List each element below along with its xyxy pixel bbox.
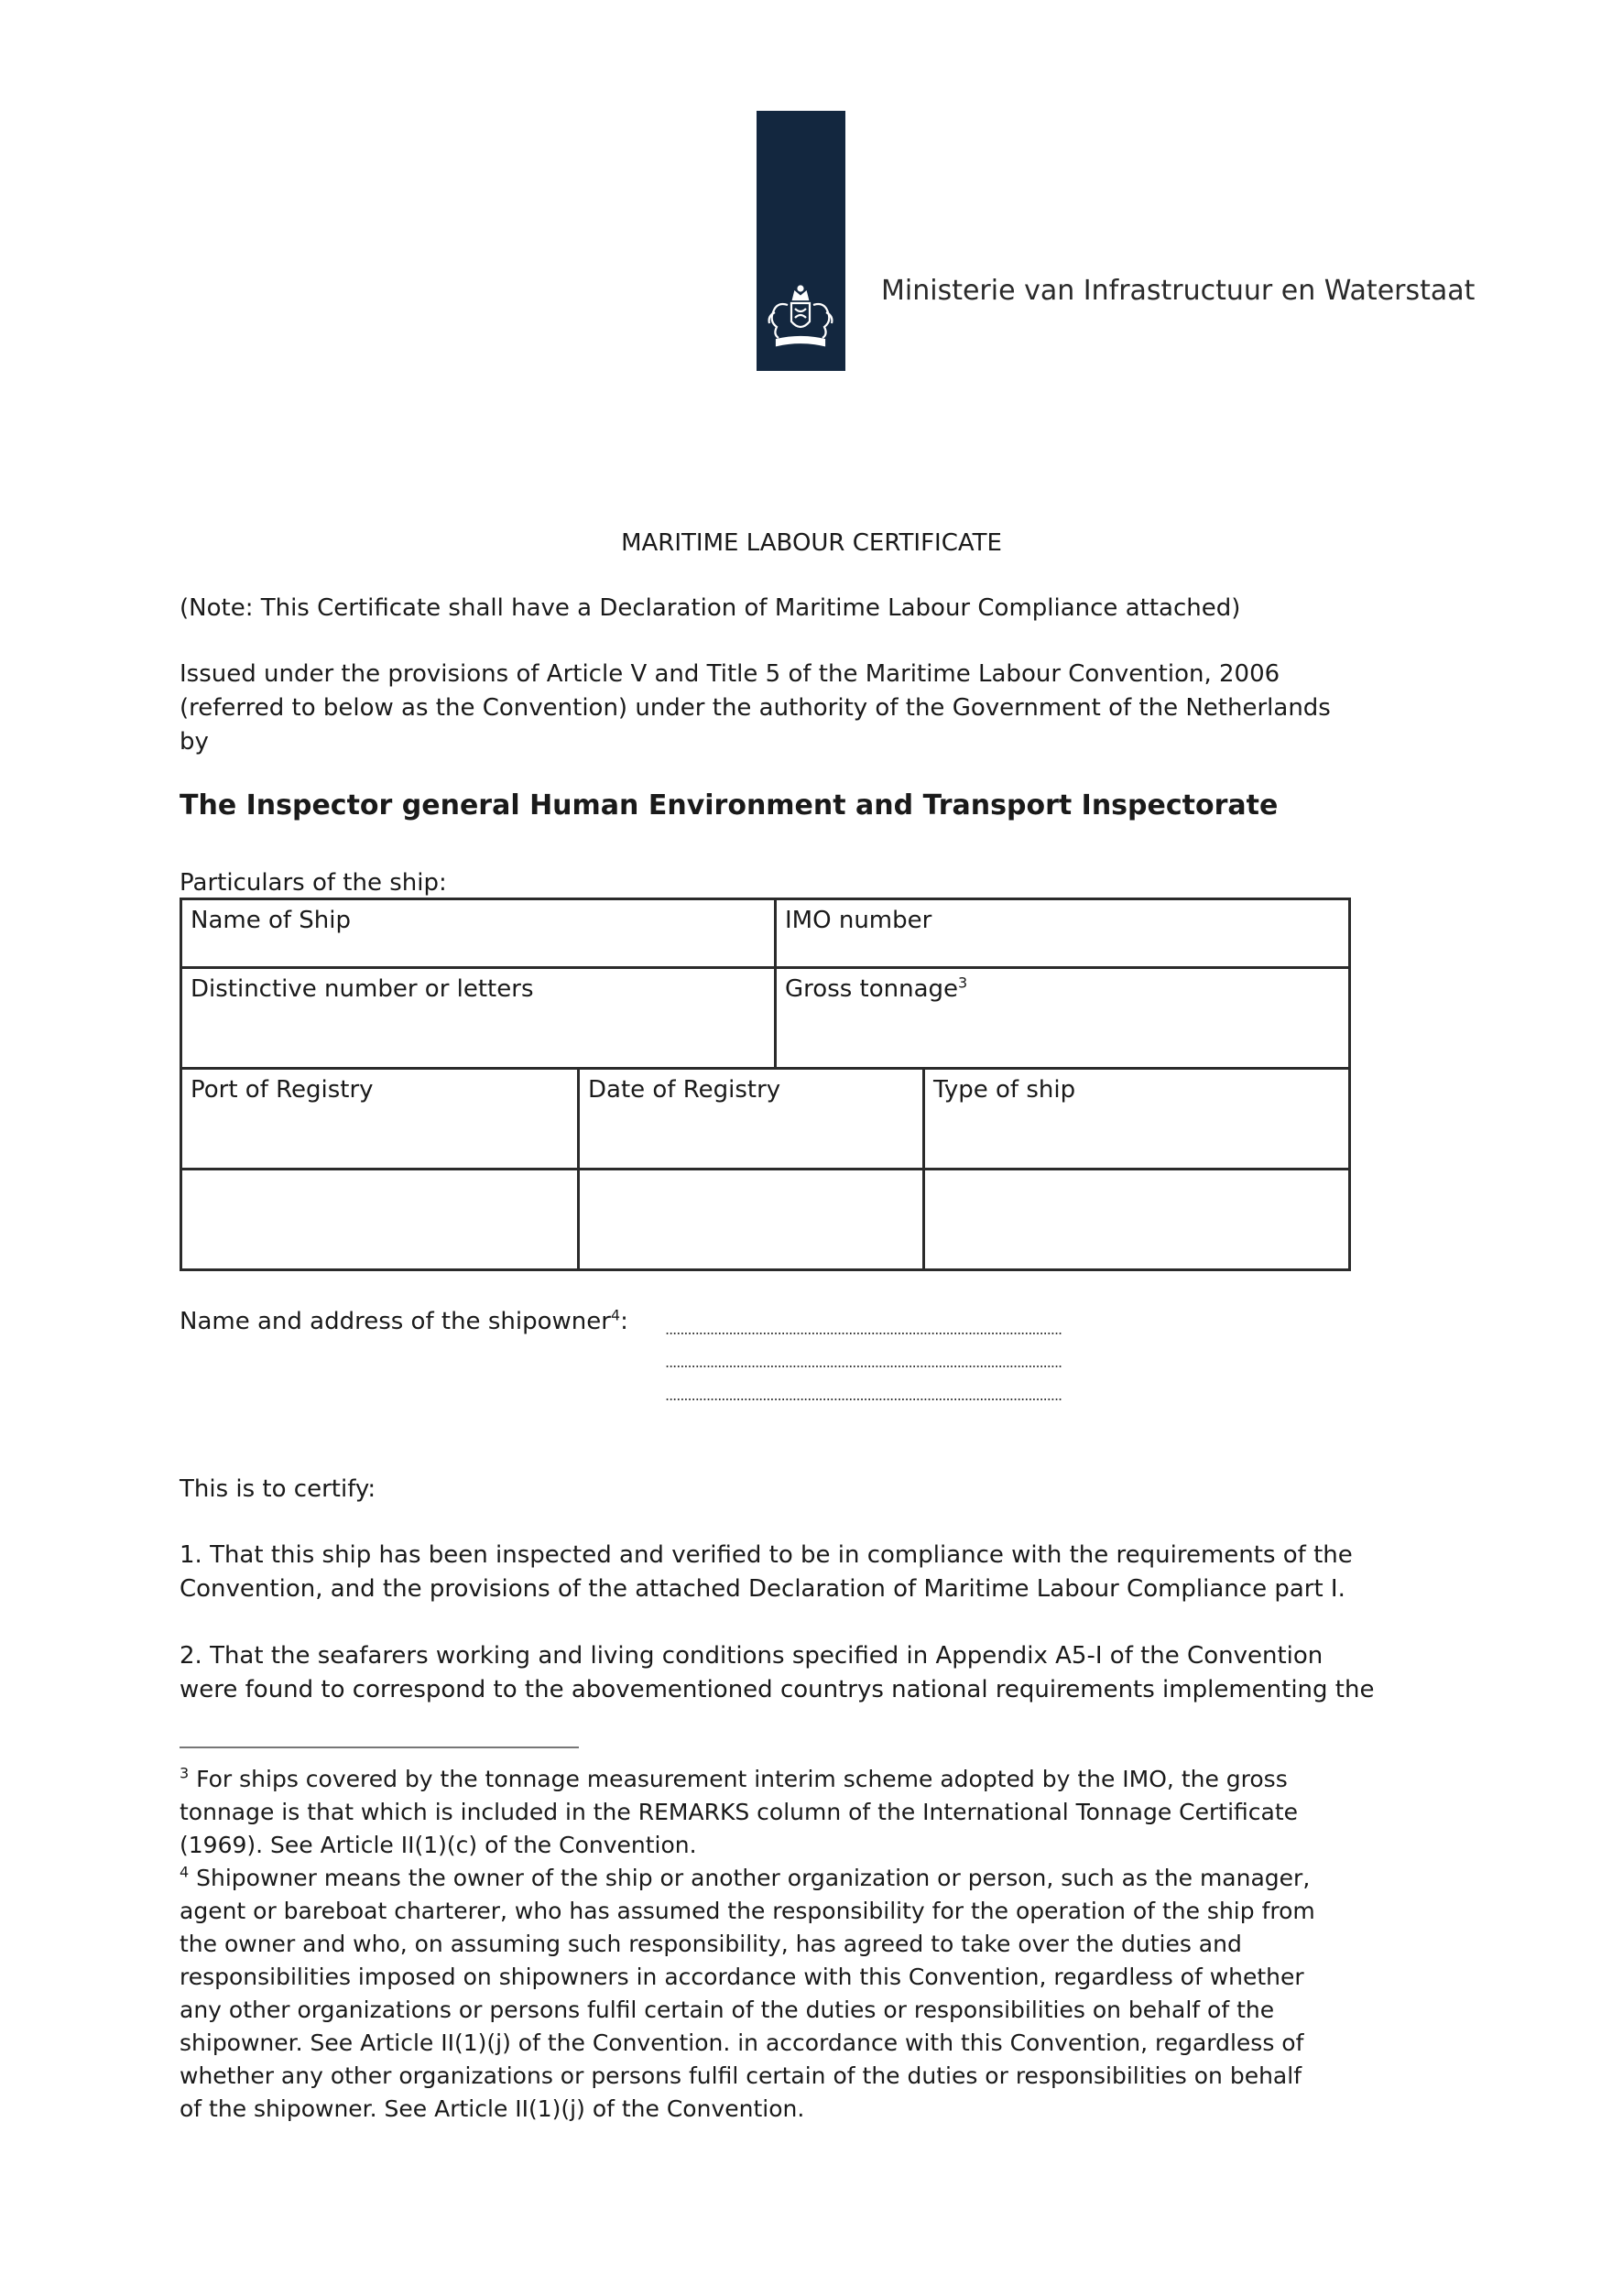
type-of-ship-field[interactable]: Type of ship (924, 1069, 1350, 1170)
certify-item-1-line-2: Convention, and the provisions of the attached Declaration of Maritime Labour Compliance part I. (180, 1575, 1345, 1603)
issuing-authority: The Inspector general Human Environment and Transport Inspectorate (180, 789, 1279, 822)
certify-intro: This is to certify: (180, 1475, 376, 1503)
footnote-4-line-8: of the shipowner. See Article II(1)(j) of the Convention. (180, 2095, 805, 2122)
gross-tonnage-field[interactable]: Gross tonnage$^3$ (776, 968, 1350, 1069)
certify-item-2-line-1: 2. That the seafarers working and living conditions specified in Appendix A5-I of the Convention (180, 1642, 1323, 1670)
footnote-4-line-2: agent or bareboat charterer, who has assumed the responsibility for the operation of the ship from (180, 1898, 1315, 1924)
footnote-4-line-6: shipowner. See Article II(1)(j) of the Convention. in accordance with this Convention, regardless of (180, 2029, 1304, 2056)
issued-line-3: by (180, 728, 209, 756)
type-of-ship-value[interactable] (924, 1170, 1350, 1270)
footnote-ref-4: 4 (610, 1306, 621, 1324)
shipowner-label: Name and address of the shipowner$^4$: (180, 1306, 628, 1335)
ship-particulars-table (180, 898, 1351, 1271)
certify-item-1-line-1: 1. That this ship has been inspected and verified to be in compliance with the requirements of the (180, 1541, 1353, 1569)
ministry-name: Ministerie van Infrastructuur en Waterstaat (881, 275, 1476, 307)
footnote-3-line-3: (1969). See Article II(1)(c) of the Convention. (180, 1832, 697, 1858)
port-of-registry-value[interactable] (181, 1170, 579, 1270)
date-of-registry-value[interactable] (579, 1170, 924, 1270)
issued-line-2: (referred to below as the Convention) under the authority of the Government of the Netherlands (180, 694, 1331, 722)
footnote-4-line-7: whether any other organizations or persons fulfil certain of the duties or responsibilities on behalf (180, 2062, 1302, 2089)
certify-item-2-line-2: were found to correspond to the abovementioned countrys national requirements implementing the (180, 1676, 1375, 1703)
footnote-separator (180, 1746, 579, 1748)
shipowner-line-2[interactable]: .......................................................................................................... (665, 1354, 1062, 1371)
port-of-registry-field[interactable]: Port of Registry (181, 1069, 579, 1170)
issued-line-1: Issued under the provisions of Article V and Title 5 of the Maritime Labour Convention, 2006 (180, 660, 1280, 688)
certificate-title: MARITIME LABOUR CERTIFICATE (621, 529, 1002, 557)
shipowner-line-1[interactable]: .......................................................................................................... (665, 1321, 1062, 1338)
footnote-4-line-3: the owner and who, on assuming such responsibility, has agreed to take over the duties and (180, 1931, 1242, 1957)
distinctive-number-field[interactable]: Distinctive number or letters (181, 968, 776, 1069)
date-of-registry-field[interactable]: Date of Registry (579, 1069, 924, 1170)
shipowner-line-3[interactable]: .......................................................................................................... (665, 1387, 1062, 1404)
footnote-ref-3: 3 (958, 974, 968, 992)
name-of-ship-field[interactable]: Name of Ship (181, 899, 776, 968)
compliance-note: (Note: This Certificate shall have a Declaration of Maritime Labour Compliance attached) (180, 594, 1241, 622)
footnote-4-line-1: $^4$ Shipowner means the owner of the ship or another organization or person, such as the manager, (180, 1863, 1311, 1891)
coat-of-arms-icon (760, 281, 842, 354)
footnote-4-line-4: responsibilities imposed on shipowners in accordance with this Convention, regardless of whether (180, 1964, 1304, 1990)
ministry-logo (757, 111, 845, 371)
footnote-3-line-2: tonnage is that which is included in the REMARKS column of the International Tonnage Certificate (180, 1799, 1299, 1825)
footnote-3-line-1: $^3$ For ships covered by the tonnage measurement interim scheme adopted by the IMO, the gross (180, 1764, 1288, 1792)
particulars-label: Particulars of the ship: (180, 869, 447, 897)
imo-number-field[interactable]: IMO number (776, 899, 1350, 968)
footnote-4-line-5: any other organizations or persons fulfil certain of the duties or responsibilities on behalf of the (180, 1997, 1275, 2023)
